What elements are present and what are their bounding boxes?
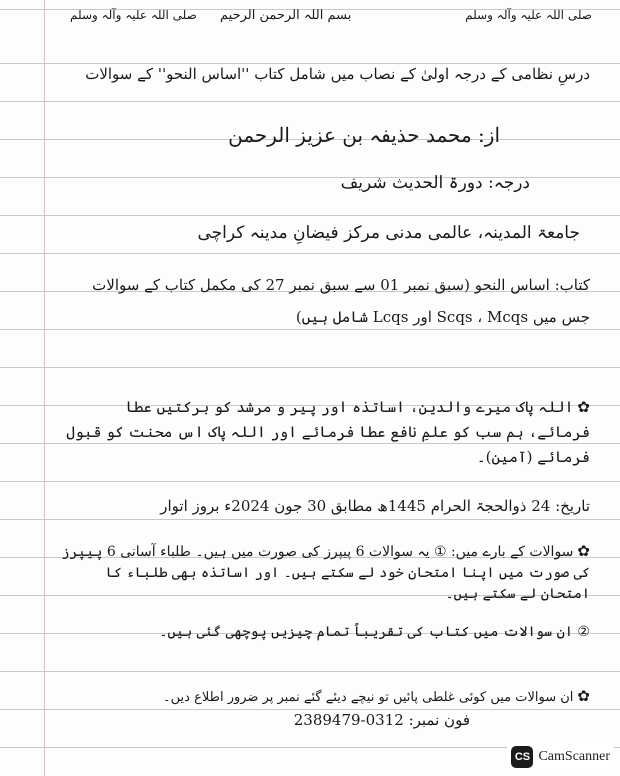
header-bismillah: بسم اللہ الرحمن الرحیم <box>220 8 352 23</box>
header-row <box>0 8 620 38</box>
margin-line <box>44 0 45 776</box>
dua-text: اللہ پاک میرے والدین، اساتذہ اور پیر و مرشد کو برکتیں عطا فرمائے، ہم سب کو علمِ نافع عطا فرمائے اور اللہ پاک اس محنت کو قبول فرمائے (آمین)۔ <box>66 398 590 466</box>
contact-text: ان سوالات میں کوئی غلطی پائیں تو نیچے دیئے گئے نمبر پر ضرور اطلاع دیں۔ <box>163 690 574 705</box>
camscanner-watermark <box>507 744 614 770</box>
class-line: درجہ: دورۃ الحدیث شریف <box>340 173 530 193</box>
contact-line <box>163 688 590 706</box>
camscanner-logo-icon: CS <box>511 746 533 768</box>
header-salutation-right: صلی اللہ علیہ وآلہ وسلم <box>465 8 592 22</box>
author-line: از: محمد حذیفہ بن عزیز الرحمن <box>228 123 500 147</box>
note-one <box>60 540 590 605</box>
book-line: کتاب: اساس النحو (سبق نمبر 01 سے سبق نمبر 27 کی مکمل کتاب کے سوالات جس میں Scqs ، Mcqs اور Lcqs شامل ہیں) <box>92 276 590 326</box>
note-two: ② ان سوالات میں کتاب کی تقریباً تمام چیزیں پوچھی گئی ہیں۔ <box>159 624 590 640</box>
flower-icon: ✿ <box>577 687 590 705</box>
note-one-text: سوالات کے بارے میں: ① یہ سوالات 6 پیپرز کی صورت میں ہیں۔ طلباء آسانی 6 پیپرز کی صورت میں اپنا امتحان خود لے سکتے ہیں۔ اور اساتذہ بھی طلباء کا امتحان لے سکتے ہیں۔ <box>61 544 590 602</box>
flower-icon: ✿ <box>577 542 590 560</box>
camscanner-text: CamScanner <box>538 749 610 764</box>
institution-line: جامعۃ المدینہ، عالمی مدنی مرکز فیضانِ مدینہ کراچی <box>197 223 580 243</box>
date-line: تاریخ: 24 ذوالحجۃ الحرام 1445ھ مطابق 30 جون 2024ء بروز اتوار <box>160 497 590 515</box>
phone-line: فون نمبر: 0312-2389479 <box>293 711 470 729</box>
flower-icon: ✿ <box>577 398 590 416</box>
dua-paragraph <box>60 395 590 469</box>
title-line: درسِ نظامی کے درجہ اولیٰ کے نصاب میں شامل کتاب ''اساس النحو'' کے سوالات <box>85 65 590 83</box>
header-salutation-left: صلی اللہ علیہ وآلہ وسلم <box>70 8 197 22</box>
